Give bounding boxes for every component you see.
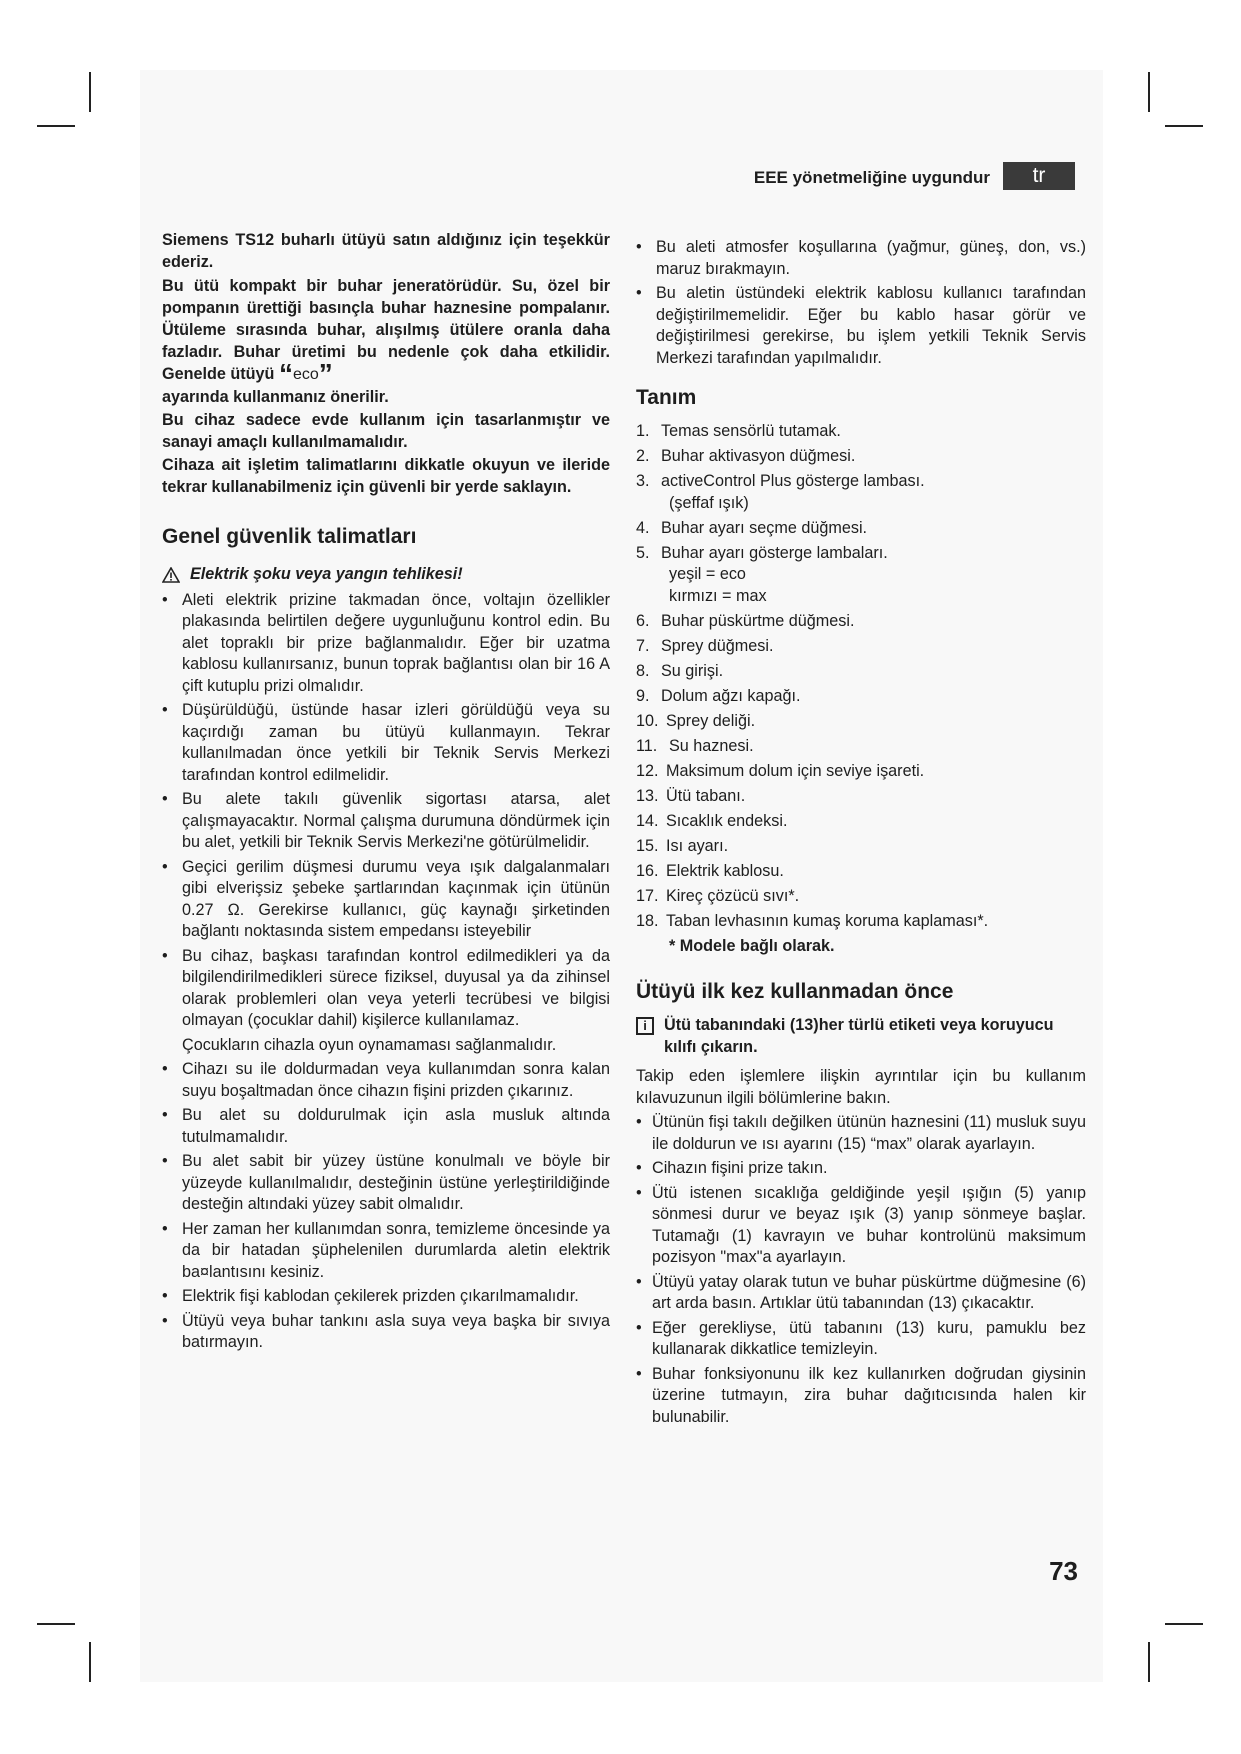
list-item: 18. Taban levhasının kumaş koruma kaplaması*. [636, 911, 989, 930]
list-item: 16. Elektrik kablosu. [636, 861, 784, 880]
list-item: 14. Sıcaklık endeksi. [636, 811, 788, 830]
crop-mark [37, 1623, 75, 1625]
list-item: 17. Kireç çözücü sıvı*. [636, 886, 800, 905]
safety-title: Genel güvenlik talimatları [162, 525, 417, 548]
list-item: 8. Su girişi. [636, 661, 724, 680]
first-use-bullets [636, 1112, 1086, 1428]
safety-bullets-continued [162, 1059, 610, 1354]
list-item: • Her zaman her kullanımdan sonra, temizleme öncesinde ya da bir hatadan şüphelenilen durumlarda aletin elektrik ba¤lantısını kesiniz. [162, 1219, 610, 1281]
list-item: • Bu aletin üstündeki elektrik kablosu kullanıcı tarafından değiştirilmemelidir. Eğer bu kablo hasar görür ve değiştirilmesi gerekirse, bu işlem yetkili Teknik Servis Merkezi tarafından yapılmalıdır. [636, 284, 1086, 367]
list-item: • Elektrik fişi kablodan çekilerek prizden çıkarılmamalıdır. [162, 1287, 579, 1305]
list-item: • Bu alet sabit bir yüzey üstüne konulmalı ve böyle bir yüzeyde kullanılmalıdır, desteğinin üstüne yerleştirildiğinde desteğin altındaki yüzey sabit olmalıdır. [162, 1152, 610, 1213]
list-item: • Bu alet su doldurulmak için asla musluk altında tutulmamalıdır. [162, 1106, 610, 1146]
list-item: 5. Buhar ayarı gösterge lambaları. [636, 543, 888, 562]
list-item: • Bu aleti atmosfer koşullarına (yağmur, güneş, don, vs.) maruz bırakmayın. [636, 238, 1086, 278]
close-quote-glyph: ” [318, 358, 333, 389]
crop-mark [1148, 72, 1150, 112]
item-5-sub-red: kırmızı = max [669, 586, 767, 605]
safety-bullets-right [636, 237, 1086, 369]
item-3-sub: (şeffaf ışık) [669, 493, 749, 512]
left-column [162, 230, 610, 1357]
list-item: 10. Sprey deliği. [636, 711, 756, 730]
eco-mark [278, 358, 333, 389]
language-tab: tr [1003, 162, 1075, 190]
list-item: • Ütüyü yatay olarak tutun ve buhar püskürtme düğmesine (6) art arda basın. Artıklar ütü tabanından (13) çıkacaktır. [636, 1272, 1086, 1312]
info-heading [636, 1015, 1086, 1058]
crop-mark [37, 125, 75, 127]
crop-mark [89, 72, 91, 112]
intro-description [162, 275, 610, 408]
eco-word: eco [292, 366, 319, 383]
list-item: 13. Ütü tabanı. [636, 786, 746, 805]
children-note: Çocukların cihazla oyun oynamaması sağlanmalıdır. [182, 1035, 557, 1054]
list-item: 1. Temas sensörlü tutamak. [636, 422, 841, 440]
crop-mark [89, 1642, 91, 1682]
intro-description-end: ayarında kullanmanız önerilir. [162, 388, 389, 406]
crop-mark [1165, 125, 1203, 127]
warning-triangle-icon [162, 567, 180, 583]
list-item: 11. Su haznesi. [636, 736, 754, 755]
intro-thanks: Siemens TS12 buharlı ütüyü satın aldığınız için teşekkür ederiz. [162, 231, 610, 271]
list-item: 12. Maksimum dolum için seviye işareti. [636, 761, 925, 780]
page-number: 73 [1049, 1556, 1078, 1586]
right-column [636, 237, 1086, 1431]
info-text: Ütü tabanındaki (13)her türlü etiketi veya koruyucu kılıfı çıkarın. [664, 1016, 1054, 1056]
header-title: EEE yönetmeliğine uygundur [753, 168, 990, 187]
intro-read-instructions: Cihaza ait işletim talimatlarını dikkatle okuyun ve ileride tekrar kullanabilmeniz için güvenli bir yerde saklayın. [162, 456, 610, 496]
list-item: • Aleti elektrik prizine takmadan önce, voltajın özellikler plakasında belirtilen değere uygunluğunu kontrol edin. Bu alet topraklı bir prize bağlanmalıdır. Eğer bir uzatma kablosu kullanırsanız, bunun toprak bağlantısı olan bir 16 A çift kutuplu prizi olmalıdır. [162, 590, 610, 695]
crop-mark [1148, 1642, 1150, 1682]
list-item: • Cihazı su ile doldurmadan veya kullanımdan sonra kalan suyu boşaltmadan önce cihazın fişini prizden çıkarınız. [162, 1060, 610, 1100]
intro-home-use: Bu cihaz sadece evde kullanım için tasarlanmıştır ve sanayi amaçlı kullanılmamalıdır. [162, 411, 610, 451]
model-note: * Modele bağlı olarak. [669, 936, 835, 955]
list-item: • Ütünün fişi takılı değilken ütünün haznesini (11) musluk suyu ile doldurun ve ısı ayarını (15) “max” olarak ayarlayın. [636, 1113, 1086, 1153]
list-item: • Eğer gerekliyse, ütü tabanını (13) kuru, pamuklu bez kullanarak dikkatlice temizleyin. [636, 1318, 1086, 1358]
parts-list [636, 421, 1086, 932]
intro-description-text: Bu ütü kompakt bir buhar jeneratörüdür. Su, özel bir pompanın ürettiği basınçla buhar haznesine pompalanır. Ütüleme sırasında buhar, alışılmış ütülere oranla daha fazladır. Buhar üretimi bu nedenle çok daha etkilidir. Genelde ütüyü [162, 277, 610, 383]
list-item: • Buhar fonksiyonunu ilk kez kullanırken doğrudan giysinin üzerine tutmayın, zira buhar dağıtıcısında halen kir bulunabilir. [636, 1364, 1086, 1426]
list-item: 2. Buhar aktivasyon düğmesi. [636, 447, 856, 465]
list-item: 3. activeControl Plus gösterge lambası. [636, 472, 925, 490]
list-item: 7. Sprey düğmesi. [636, 636, 774, 655]
first-use-intro: Takip eden işlemlere ilişkin ayrıntılar için bu kullanım kılavuzunun ilgili bölümlerine bakın. [636, 1067, 1086, 1107]
list-item: • Geçici gerilim düşmesi durumu veya ışık dalgalanmaları gibi elverişsiz şebeke şartlarından kaçınmak için ütünün 0.27 Ω. Gerekirse kullanıcı, güç kaynağı şirketinden bağlantı noktasında sistem empedansı isteyebilir [162, 857, 610, 940]
list-item: 15. Isı ayarı. [636, 836, 729, 855]
list-item: • Cihazın fişini prize takın. [636, 1159, 828, 1177]
first-use-title: Ütüyü ilk kez kullanmadan önce [636, 980, 954, 1003]
list-item: 4. Buhar ayarı seçme düğmesi. [636, 518, 868, 537]
tanim-title: Tanım [636, 386, 697, 409]
list-item: • Ütü istenen sıcaklığa geldiğinde yeşil ışığın (5) yanıp sönmesi durur ve beyaz ışık (3) yanıp sönmeye başlar. Tutamağı (1) kavrayın ve buhar kontrolünü maksimum pozisyon "max"a ayarlayın. [636, 1183, 1086, 1266]
list-item: 6. Buhar püskürtme düğmesi. [636, 611, 855, 630]
crop-mark [1165, 1623, 1203, 1625]
info-icon: i [636, 1017, 654, 1035]
list-item: • Ütüyü veya buhar tankını asla suya veya başka bir sıvıya batırmayın. [162, 1311, 610, 1351]
item-5-sub-green: yeşil = eco [669, 565, 746, 583]
list-item: • Bu cihaz, başkası tarafından kontrol edilmedikleri ya da bilgilendirilmedikleri sürece fiziksel, duyusal ya da zihinsel olarak problemleri olan veya yeterli tecrübesi ve bilgisi olmayan (çocuklar dahil) kişilerce kullanılamaz. [162, 946, 610, 1029]
open-quote-glyph: “ [278, 358, 293, 389]
safety-bullets [162, 590, 610, 1032]
warning-heading [162, 564, 610, 586]
list-item: 9. Dolum ağzı kapağı. [636, 686, 801, 705]
warning-text: Elektrik şoku veya yangın tehlikesi! [190, 565, 463, 583]
list-item: • Bu alete takılı güvenlik sigortası atarsa, alet çalışmayacaktır. Normal çalışma durumuna döndürmek için bu alet, yetkili bir Teknik Servis Merkezi'ne götürülmelidir. [162, 790, 610, 851]
list-item: • Düşürüldüğü, üstünde hasar izleri görüldüğü veya su kaçırdığı zaman bu ütüyü kullanmayın. Tekrar kullanılmadan önce yetkili bir Teknik Servis Merkezi tarafından kontrol edilmelidir. [162, 701, 610, 784]
